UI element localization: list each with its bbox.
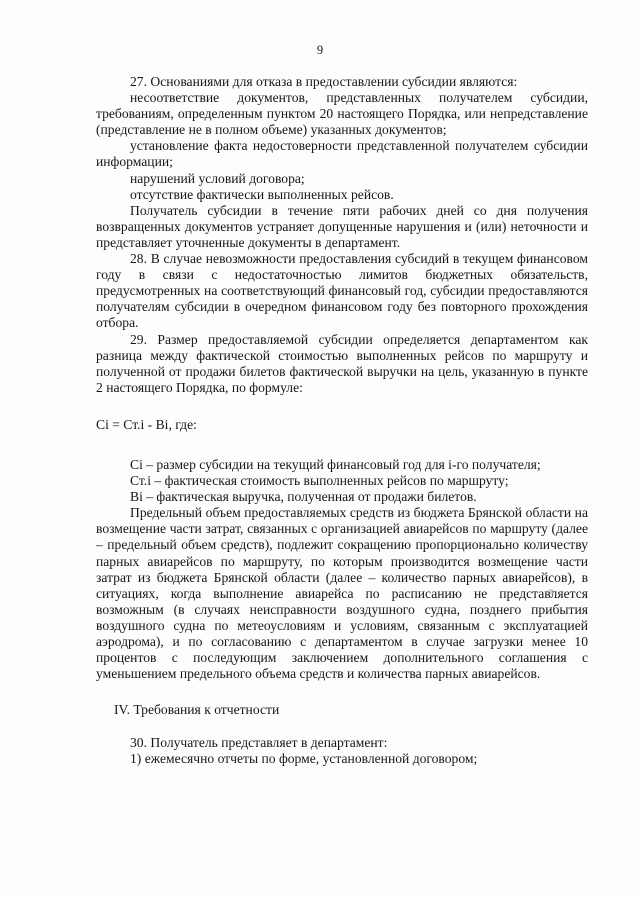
- item-27-followup: Получатель субсидии в течение пяти рабочих дней со дня получения возвращенных документов устраняет допущенные нарушения и (или) неточности и представляет уточненные документы в департамент.: [96, 202, 588, 250]
- item-27-reason-2: установление факта недостоверности представленной получателем субсидии информации;: [96, 138, 588, 170]
- item-27-intro: 27. Основаниями для отказа в предоставлении субсидии являются:: [130, 74, 518, 89]
- item-27-reason-1: несоответствие документов, представленных получателем субсидии, требованиям, определенным пунктом 20 настоящего Порядка, или непредставление (представление не в полном объеме) указанных документов;: [96, 90, 588, 138]
- subsidy-formula: Сi = Ст.i - Вi, где:: [96, 416, 197, 432]
- limit-volume-paragraph: Предельный объем предоставляемых средств из бюджета Брянской области на возмещение части затрат, связанных с организацией авиарейсов по маршруту (далее – предельный объем средств), подлежит сокращению пропорционально количеству парных авиарейсов по маршруту, по которым производится возмещение части затрат из бюджета Брянской области (далее – количество парных авиарейсов), в ситуациях, когда выполнение авиарейса по расписанию не представляется возможным (в случаях неисправности воздушного судна, позднего прибытия воздушного судна по метеоусловиям и условиям, связанным с эксплуатацией аэродрома), и по согласованию с департаментом в случае загрузки менее 10 процентов с последующим заключением дополнительного соглашения с уменьшением предельного объема средств и количества парных авиарейсов.: [96, 505, 588, 682]
- scan-mark: [548, 589, 554, 594]
- item-30-intro: 30. Получатель представляет в департамент:: [130, 735, 388, 751]
- definition-cti: Ст.i – фактическая стоимость выполненных рейсов по маршруту;: [130, 473, 509, 489]
- document-body: [96, 74, 588, 768]
- item-30-subitem-1: 1) ежемесячно отчеты по форме, установленной договором;: [130, 751, 478, 767]
- definition-ci: Сi – размер субсидии на текущий финансовый год для i-го получателя;: [130, 456, 541, 472]
- definition-bi: Вi – фактическая выручка, полученная от продажи билетов.: [130, 489, 477, 505]
- item-29-paragraph: 29. Размер предоставляемой субсидии определяется департаментом как разница между фактической стоимостью выполненных рейсов по маршруту и полученной от продажи билетов фактической выручки на цель, указанную в пункте 2 настоящего Порядка, по формуле:: [96, 331, 588, 395]
- item-27-reason-4: отсутствие фактически выполненных рейсов.: [130, 186, 394, 202]
- item-27-reason-3: нарушений условий договора;: [130, 170, 305, 186]
- item-28-paragraph: 28. В случае невозможности предоставления субсидий в текущем финансовом году в связи с недостаточностью лимитов бюджетных обязательств, предусмотренных на соответствующий финансовый год, субсидии предоставляются получателям субсидии в очередном финансовом году без повторного прохождения отбора.: [96, 251, 588, 331]
- section-heading: IV. Требования к отчетности: [114, 702, 280, 718]
- page-number: 9: [316, 43, 324, 57]
